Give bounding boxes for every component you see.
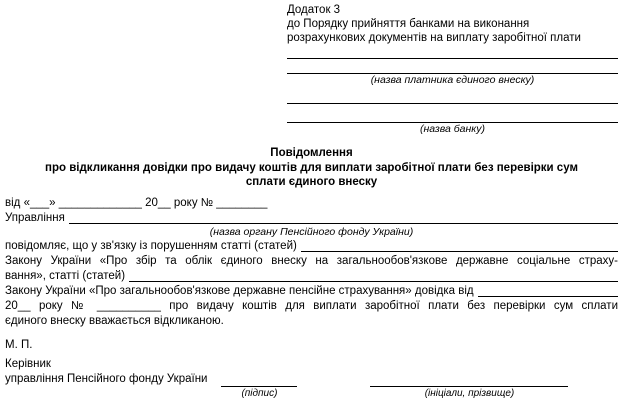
stamp-mark: М. П. [5,339,33,351]
payer-name-blank-line-1 [287,45,618,59]
date-number-line: від «___» _____________ 20__ року № ________ [5,197,268,209]
document-body [5,196,618,353]
appendix-header [287,3,618,136]
notify-line [5,239,618,254]
bank-name-caption: (назва банку) [420,123,485,135]
law1-line-2-label: вання», статті (статей) [5,270,126,282]
management-line [5,211,618,226]
payer-name-caption: (назва платника єдиного внеску) [370,74,535,86]
payer-name-blank-line-2 [287,59,618,74]
notify-label: повідомляє, що у зв'язку із порушенням статті (статей) [5,240,297,252]
law1-line-2 [5,269,618,284]
final-line: єдиного внеску вважається відкликаною. [5,315,224,327]
document-title-line-3: сплати єдиного внеску [245,176,378,188]
bank-name-blank-line-1 [287,87,618,104]
law1-line-1: Закону України «Про збір та облік єдиного внеску на загальнообов'язкове державне соціальне страху- [5,255,618,267]
appendix-number: Додаток 3 [287,4,341,16]
law2-line [5,284,618,299]
signature-blank-line [221,373,297,399]
notify-blank-line [301,251,618,252]
management-blank-line [69,223,618,224]
appendix-reference-line-1: до Порядку прийняття банками на виконання [287,18,530,30]
signer-title-line-1: Керівник [5,358,51,370]
signature-caption: (підпис) [241,388,278,399]
name-blank-line [370,373,568,399]
document-title-line-2: про відкликання довідки про видачу коштів для виплати заробітної плати без перевірки сум [45,161,578,174]
law2-label: Закону України «Про загальнообов'язкове державне пенсійне страхування» довідка від [5,285,474,297]
law1-blank-line [129,281,618,282]
document-title-line-1: Повідомлення [270,147,353,159]
appendix-reference-line-2: розрахункових документів на виплату заробітної плати [287,32,581,44]
signature-row [5,372,618,399]
signer-title-line-2: управління Пенсійного фонду України [5,373,208,385]
signature-block [5,357,618,399]
bank-name-blank-line-2 [287,104,618,123]
law2-blank-line [478,296,618,297]
year-number-line: 20__ року № __________ про видачу коштів для виплати заробітної плати без перевірки сум сплати [5,300,618,312]
name-caption: (ініціали, прізвище) [424,388,515,399]
management-label: Управління [5,212,65,224]
management-caption: (назва органу Пенсійного фонду України) [209,226,414,238]
document-title [0,146,623,190]
